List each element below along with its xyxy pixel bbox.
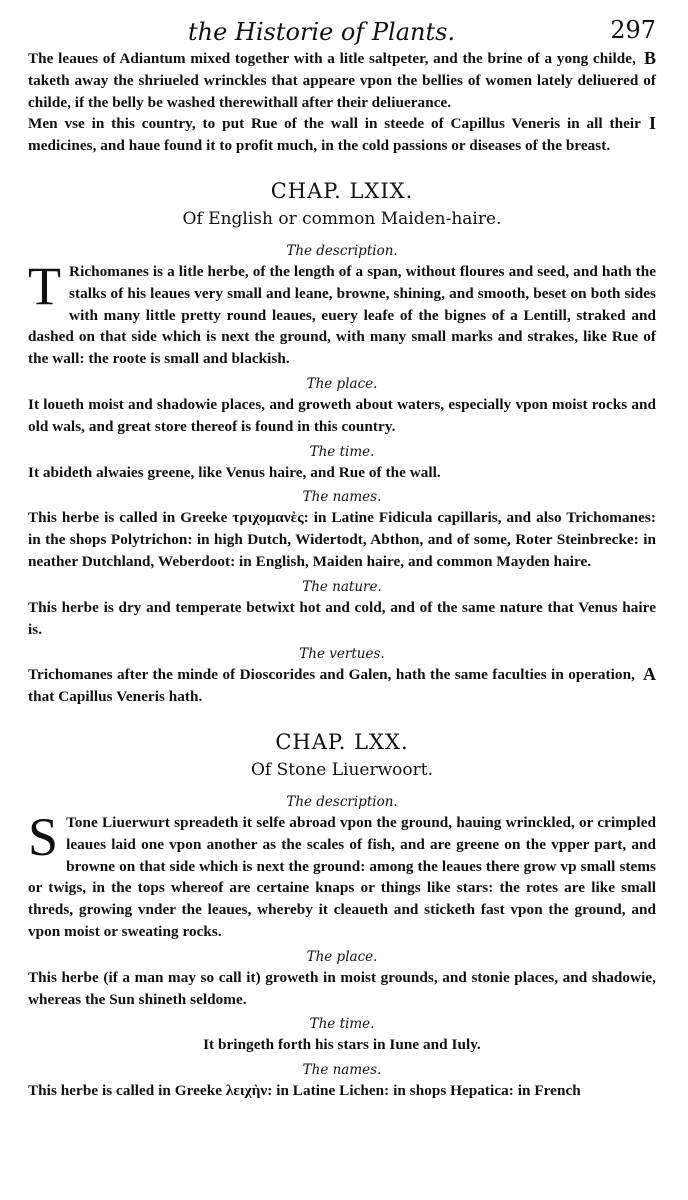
place-paragraph: It loueth moist and shadowie places, and groweth about waters, especially vpon moist rocks and old wals, and great store thereof is found in this country.: [28, 395, 656, 435]
section-heading: The names.: [302, 489, 382, 506]
section-heading: The names.: [302, 1062, 382, 1079]
section-heading: The place.: [306, 948, 378, 965]
section-heading: The vertues.: [299, 646, 385, 663]
chapter-heading: CHAP. LXIX.: [270, 178, 414, 203]
time-paragraph: It abideth alwaies greene, like Venus haire, and Rue of the wall.: [28, 463, 441, 481]
section-heading: The nature.: [302, 578, 382, 595]
margin-letter: A: [642, 664, 656, 685]
section-heading: The time.: [309, 443, 375, 460]
chapter-subtitle: Of English or common Maiden-haire.: [182, 208, 502, 229]
margin-letter: B: [643, 48, 656, 68]
running-head: [28, 14, 656, 48]
names-paragraph: This herbe is called in Greeke λειχὴν: in Latine Lichen: in shops Hepatica: in French: [28, 1082, 581, 1100]
section-heading: The description.: [286, 242, 398, 259]
vertues-paragraph: A Trichomanes after the minde of Dioscorides and Galen, hath the same faculties in operation, that Capillus Veneris hath.: [28, 664, 656, 706]
intro-paragraph-2: I Men vse in this country, to put Rue of the wall in steede of Capillus Veneris in all their medicines, and haue found it to profit much, in the cold passions or diseases of the breast.: [28, 113, 656, 155]
running-title: the Historie of Plants.: [188, 18, 456, 46]
section-heading: The place.: [306, 375, 378, 392]
chapter-heading: CHAP. LXX.: [275, 729, 409, 754]
drop-cap: T: [28, 255, 62, 316]
book-page: [28, 14, 656, 1184]
section-heading: The time.: [309, 1016, 375, 1033]
nature-paragraph: This herbe is dry and temperate betwixt hot and cold, and of the same nature that Venus haire is.: [28, 598, 656, 638]
page-number: 297: [610, 16, 656, 44]
chapter-subtitle: Of Stone Liuerwoort.: [250, 759, 433, 780]
section-heading: The description.: [286, 793, 398, 810]
intro-paragraph-1: B The leaues of Adiantum mixed together with a litle saltpeter, and the brine of a yong childe, taketh away the shriueled wrinckles that appeare vpon the bellies of women lately deliuered of childe, if the belly be washed therewithall after their deliuerance.: [28, 48, 656, 111]
names-paragraph: This herbe is called in Greeke τριχομανὲς: in Latine Fidicula capillaris, and also Trichomanes: in the shops Polytrichon: in high Dutch, Widertodt, Abthon, and of some, Roter Steinbrecke: in neather Dutchland, Weberdoot: in English, Maiden haire, and common Mayden haire.: [28, 509, 656, 570]
description-paragraph: T Richomanes is a litle herbe, of the length of a span, without floures and seed, and hath the stalks of his leaues very small and leane, browne, shining, and smooth, beset on both sides with many little pretty round leaues, euery leafe of the bignes of a Lentill, straked and dashed on that side which is next the ground, with many small marks and strakes, like Rue of the wall: the roote is small and blackish.: [28, 255, 656, 368]
drop-cap: S: [28, 806, 59, 867]
place-paragraph: This herbe (if a man may so call it) groweth in moist grounds, and stonie places, and shadowie, whereas the Sun shineth seldome.: [28, 968, 656, 1008]
time-paragraph: It bringeth forth his stars in Iune and Iuly.: [203, 1036, 481, 1054]
description-paragraph: S Tone Liuerwurt spreadeth it selfe abroad vpon the ground, hauing wrinckled, or crimpled leaues laid one vpon another as the scales of fish, and are greene on the vpper part, and browne on that side which is next the ground: among the leaues there grow vp small stems or twigs, in the tops whereof are certaine knaps or things like stars: the rotes are like small threds, growing vnder the leaues, whereby it cleaueth and sticketh fast vpon the ground, and vpon moist or sweating rocks.: [28, 806, 656, 940]
margin-letter: I: [648, 113, 656, 134]
